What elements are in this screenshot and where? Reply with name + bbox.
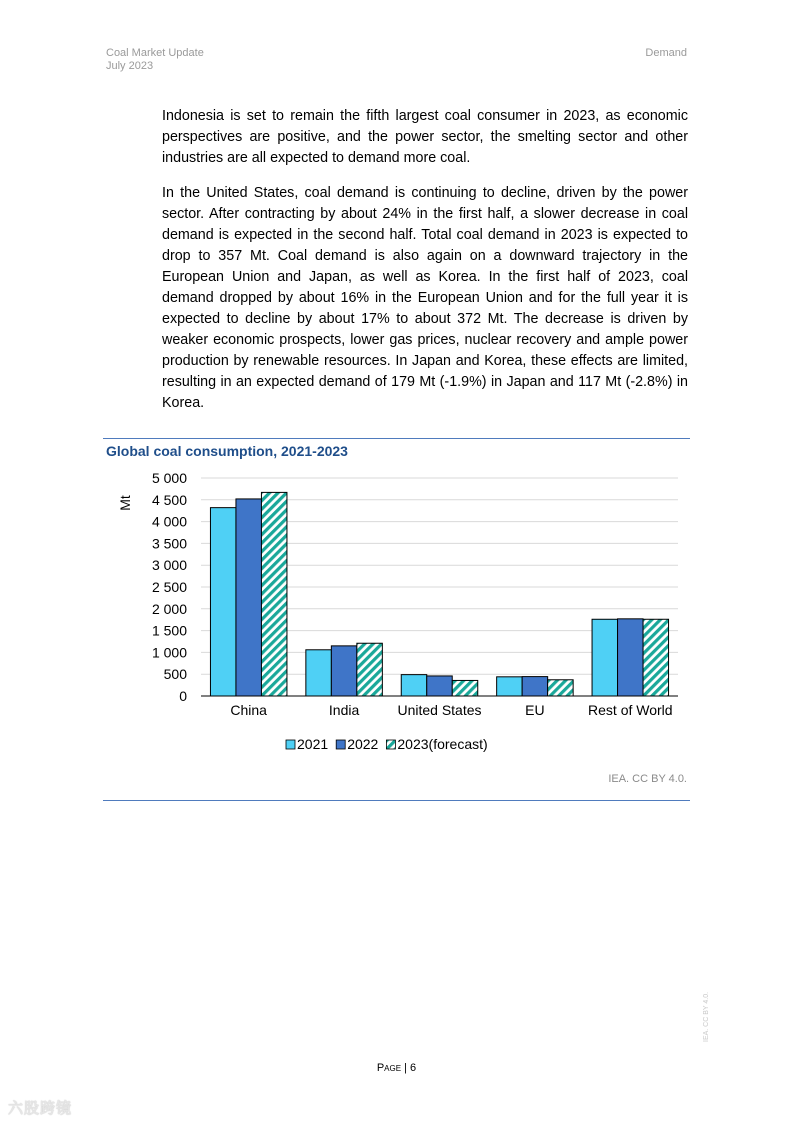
- bar: [592, 619, 618, 696]
- x-category-label: India: [328, 702, 360, 718]
- body-text: [162, 106, 688, 428]
- y-tick-label: 4 500: [151, 491, 187, 508]
- figure-bottom-rule: [103, 800, 690, 801]
- bar: [261, 492, 287, 696]
- bar: [306, 650, 332, 696]
- y-tick-label: 2 000: [151, 600, 187, 617]
- y-tick-label: 1 500: [151, 622, 187, 639]
- page-separator: |: [404, 1062, 411, 1074]
- legend-label: 2023(forecast): [397, 736, 488, 752]
- bar: [357, 643, 383, 696]
- bar: [643, 619, 669, 696]
- y-tick-label: 4 000: [151, 513, 187, 530]
- bar: [331, 646, 357, 696]
- legend-label: 2022: [347, 736, 379, 752]
- x-category-label: China: [230, 702, 267, 718]
- report-date: July 2023: [106, 60, 154, 72]
- page-number: 6: [410, 1062, 417, 1074]
- x-category-label: EU: [525, 702, 545, 718]
- bar: [548, 680, 574, 696]
- legend-label: 2021: [297, 736, 329, 752]
- legend-swatch: [386, 740, 395, 749]
- paragraph: In the United States, coal demand is continuing to decline, driven by the power sector. After contracting by about 24% in the first half, a slower decrease in coal demand is expected in the second half. Total coal demand in 2023 is expected to drop to 357 Mt. Coal demand is also again on a downward trajectory in the European Union and Japan, as well as Korea. In the first half of 2023, coal demand dropped by about 16% in the European Union and for the full year it is expected to decline by about 17% to about 372 Mt. The decrease is driven by weaker economic prospects, lower gas prices, nuclear recovery and ample power production by renewable resources. In Japan and Korea, these effects are limited, resulting in an expected demand of 179 Mt (-1.9%) in Japan and 117 Mt (-2.8%) in Korea.: [162, 185, 688, 411]
- bar: [452, 680, 478, 696]
- report-title: Coal Market Update: [106, 47, 204, 59]
- y-tick-label: 3 500: [151, 535, 187, 552]
- figure-title: Global coal consumption, 2021-2023: [106, 443, 348, 459]
- figure-top-rule: [103, 438, 690, 439]
- y-tick-label: 2 500: [151, 579, 187, 595]
- bar: [236, 499, 262, 696]
- y-tick-label: 0: [179, 688, 187, 704]
- legend-swatch: [286, 740, 295, 749]
- paragraph: Indonesia is set to remain the fifth largest coal consumer in 2023, as economic perspectives are positive, and the power sector, the smelting sector and other industries are all expected to demand more coal.: [162, 108, 688, 166]
- section-name: Demand: [645, 47, 687, 59]
- watermark-logo: 六股跨镜: [8, 1100, 73, 1117]
- bar: [522, 677, 548, 696]
- y-tick-label: 3 000: [151, 557, 187, 574]
- figure-credit: IEA. CC BY 4.0.: [608, 773, 687, 785]
- bar: [210, 508, 236, 696]
- legend-swatch: [336, 740, 345, 749]
- side-credit: IEA. CC BY 4.0.: [703, 991, 710, 1042]
- x-category-label: United States: [397, 702, 482, 718]
- bar: [401, 675, 427, 696]
- bar: [427, 676, 453, 696]
- running-header-left: [106, 47, 204, 73]
- page-label: Page: [376, 1062, 402, 1074]
- y-tick-label: 500: [163, 666, 187, 683]
- page-footer: [0, 1062, 793, 1074]
- bar: [497, 677, 523, 696]
- y-tick-label: 5 000: [151, 470, 187, 486]
- coal-consumption-chart: [103, 462, 690, 767]
- y-axis-title: Mt: [117, 495, 133, 511]
- x-category-label: Rest of World: [588, 702, 673, 718]
- bar: [618, 619, 644, 696]
- y-tick-label: 1 000: [151, 644, 187, 661]
